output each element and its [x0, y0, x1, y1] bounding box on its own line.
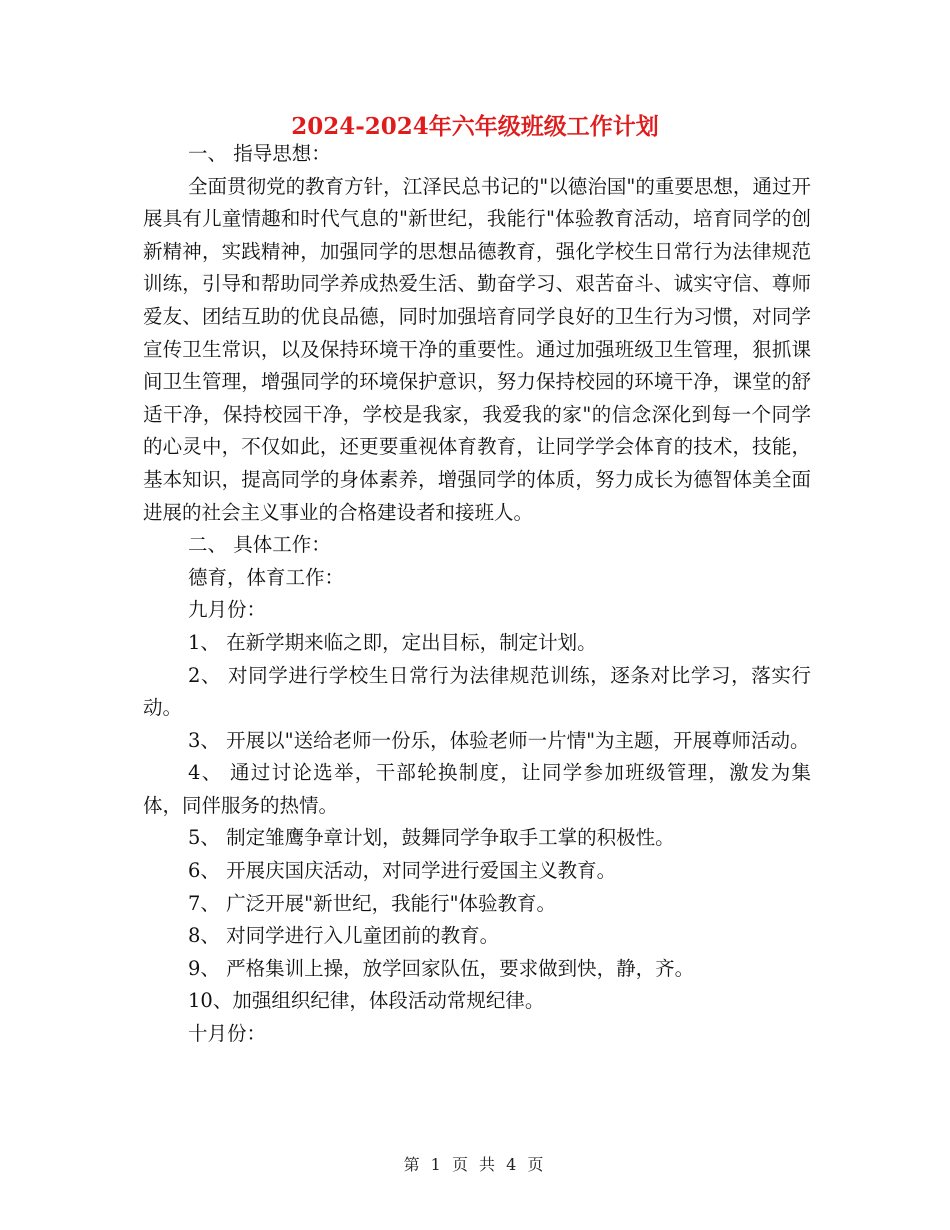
list-item: 8、 对同学进行入儿童团前的教育。: [188, 924, 500, 948]
list-item: 6、 开展庆国庆活动，对同学进行爱国主义教育。: [188, 859, 617, 883]
subheading-moral-pe-work: 德育，体育工作：: [188, 565, 345, 589]
document-body: [143, 138, 811, 1051]
list-item: 4、 通过讨论选举，干部轮换制度，让同学参加班级管理，激发为集体，同伴服务的热情。: [143, 761, 811, 817]
list-item: 5、 制定雏鹰争章计划，鼓舞同学争取手工掌的积极性。: [188, 826, 675, 850]
paragraph-guiding-thought: 全面贯彻党的教育方针，江泽民总书记的"以德治国"的重要思想，通过开展具有儿童情趣和时代气息的"新世纪，我能行"体验教育活动，培育同学的创新精神，实践精神，加强同学的思想品德教育，强化学校生日常行为法律规范训练，引导和帮助同学养成热爱生活、勤奋学习、艰苦奋斗、诚实守信、尊师爱友、团结互助的优良品德，同时加强培育同学良好的卫生行为习惯，对同学宣传卫生常识，以及保持环境干净的重要性。通过加强班级卫生管理，狠抓课间卫生管理，增强同学的环境保护意识，努力保持校园的环境干净，课堂的舒适干净，保持校园干净，学校是我家，我爱我的家"的信念深化到每一个同学的心灵中，不仅如此，还更要重视体育教育，让同学学会体育的技术，技能，基本知识，提高同学的身体素养，增强同学的体质，努力成长为德智体美全面进展的社会主义事业的合格建设者和接班人。: [143, 174, 811, 524]
month-heading-october: 十月份：: [188, 1022, 267, 1046]
document-title: 2024-2024年六年级班级工作计划: [291, 113, 659, 140]
section-heading-guiding-thought: 一、 指导思想：: [188, 142, 331, 165]
section-heading-specific-work: 二、 具体工作：: [188, 533, 331, 557]
list-item: 10、加强组织纪律，体段活动常规纪律。: [188, 989, 545, 1013]
list-item: 7、 广泛开展"新世纪，我能行"体验教育。: [188, 891, 557, 915]
list-item: 3、 开展以"送给老师一份乐，体验老师一片情"为主题，开展尊师活动。: [188, 728, 810, 752]
page-footer: 第 1 页 共 4 页: [403, 1155, 547, 1174]
list-item: 2、 对同学进行学校生日常行为法律规范训练，逐条对比学习，落实行动。: [143, 663, 811, 720]
month-heading-september: 九月份：: [188, 598, 267, 622]
list-item: 9、 严格集训上操，放学回家队伍，要求做到快，静，齐。: [188, 956, 695, 980]
list-item: 1、 在新学期来临之即，定出目标，制定计划。: [188, 630, 597, 654]
